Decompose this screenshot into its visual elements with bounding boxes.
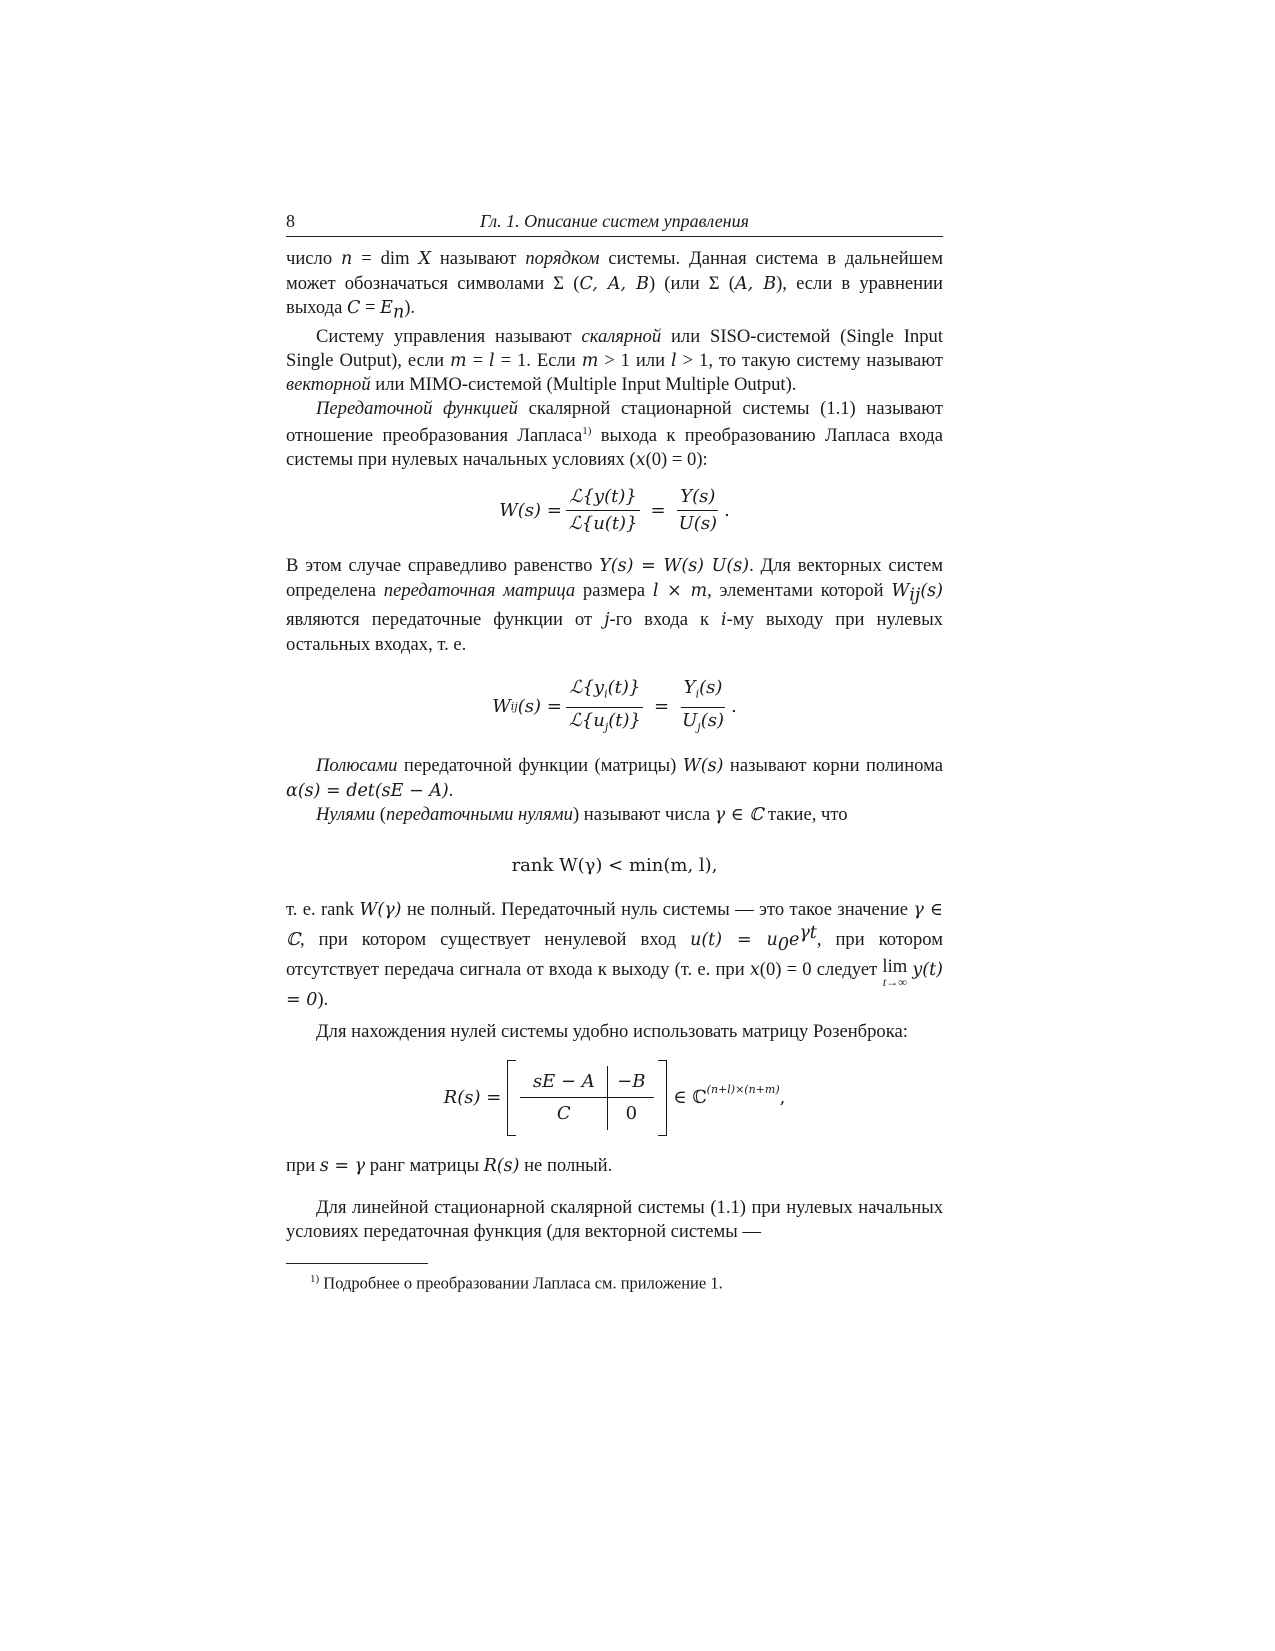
book-page bbox=[286, 206, 943, 1295]
paragraph-transfer-function: Передаточной функцией скалярной стационарной системы (1.1) называют отношение преобразования Лапласа$^{1)}$ выхода к преобразованию Лапласа входа системы при нулевых начальных условиях (x(0) = 0): bbox=[286, 397, 943, 470]
page-body bbox=[286, 237, 943, 1295]
equation-rank-condition: rank W(γ) < min(m, l), bbox=[511, 854, 718, 876]
running-header bbox=[286, 206, 943, 237]
paragraph-zeros: Нулями (передаточными нулями) называют числа γ ∈ ℂ такие, что bbox=[316, 804, 848, 826]
paragraph-linear-system: Для линейной стационарной скалярной системы (1.1) при нулевых начальных условиях передаточная функция (для векторной системы — bbox=[286, 1197, 943, 1242]
paragraph-transfer-matrix: В этом случае справедливо равенство Y(s) = W(s) U(s). Для векторных систем определена передаточная матрица размера l × m, элементами которой $W_{ij}(s)$ являются передаточные функции от j-го входа к i-му выходу при нулевых остальных входах, т. е. bbox=[286, 555, 943, 655]
equation-transfer-function: W(s) = $\frac{\text{ℒ\{y(t)\}}}{\text{ℒ\{u(t)\}}}$ = $\frac{Y(s)}{U(s)}$ . bbox=[499, 486, 730, 534]
footnote-ref: 1) bbox=[582, 425, 592, 438]
footnote: $^{1)}$ Подробнее о преобразовании Лапласа см. приложение 1. bbox=[310, 1273, 723, 1293]
paragraph-order: число n = dim X называют порядком системы. Данная система в дальнейшем может обозначаться символами Σ (C, A, B) (или Σ (A, B), если в уравнении выхода $C = E_n$). bbox=[286, 248, 944, 323]
limit-operator: lim t→∞ bbox=[882, 955, 908, 989]
footnote-rule bbox=[286, 1263, 428, 1264]
paragraph-rosenbrock: Для нахождения нулей системы удобно использовать матрицу Розенброка: bbox=[316, 1021, 908, 1043]
equation-transfer-matrix-element: W ij (s) = $\frac{ℒ\{y_i(t)\}}{ℒ\{u_j(t)\}}$ = $\frac{Y_i(s)}{U_j(s)}$ . bbox=[492, 676, 737, 734]
paragraph-poles: Полюсами передаточной функции (матрицы) W(s) называют корни полинома α(s) = det(sE − A). bbox=[286, 755, 943, 801]
paragraph-siso-mimo: Систему управления называют скалярной или SISO-системой (Single Input Single Output), если m = l = 1. Если m > 1 или l > 1, то такую систему называют векторной или MIMO-системой (Multiple Input Multiple Output). bbox=[286, 326, 943, 396]
paragraph-zero-definition: т. е. rank W(γ) не полный. Передаточный нуль системы — это такое значение γ ∈ ℂ, при котором существует ненулевой вход $u(t) = u_0e^{\gamma t}$, при котором отсутствует передача сигнала от входа к выходу (т. е. при x(0) = 0 следует lim t→∞ y(t) = 0). bbox=[286, 898, 943, 1010]
block-matrix: sE − A −B C 0 bbox=[507, 1060, 667, 1136]
paragraph-rank-deficient: при s = γ ранг матрицы R(s) не полный. bbox=[286, 1154, 613, 1176]
page-number: 8 bbox=[286, 211, 295, 231]
chapter-title: Гл. 1. Описание систем управления bbox=[480, 211, 749, 231]
equation-rosenbrock-matrix: R(s) = sE − A −B C 0 ∈ ℂ $^{(n+l)\times(n+m)}$ , bbox=[286, 1056, 943, 1140]
